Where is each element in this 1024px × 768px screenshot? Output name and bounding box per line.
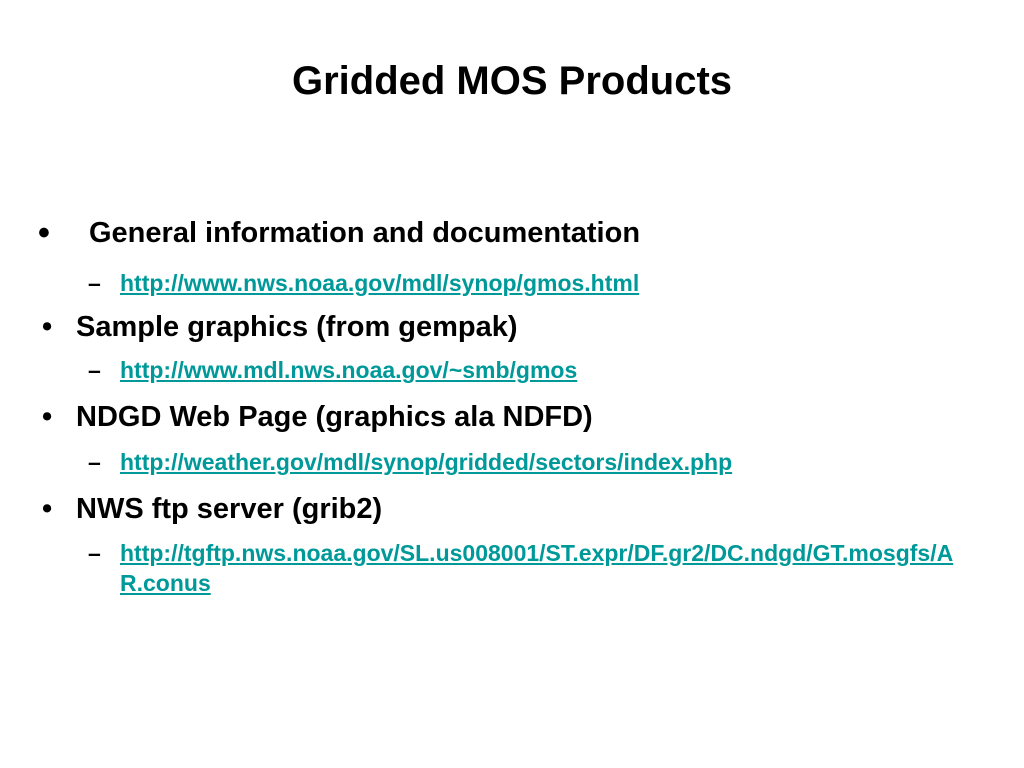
- bullet-dot: •: [42, 493, 53, 525]
- bullet-dot: •: [38, 214, 50, 252]
- gmos-graphics-link[interactable]: http://www.mdl.nws.noaa.gov/~smb/gmos: [120, 357, 578, 383]
- slide-title: Gridded MOS Products: [291, 59, 733, 103]
- ftp-grib2-link[interactable]: http://tgftp.nws.noaa.gov/SL.us008001/ST.expr/DF.gr2/DC.ndgd/GT.mosgfs/AR.conus: [120, 540, 954, 596]
- sub-bullet-dash: –: [88, 540, 101, 566]
- bullet-dot: •: [42, 401, 53, 433]
- bullet-label: NDGD Web Page (graphics ala NDFD): [76, 401, 593, 433]
- sub-bullet-dash: –: [88, 357, 101, 383]
- bullet-label: Sample graphics (from gempak): [76, 311, 518, 343]
- gmos-doc-link[interactable]: http://www.nws.noaa.gov/mdl/synop/gmos.html: [120, 270, 640, 296]
- bullet-dot: •: [42, 311, 53, 343]
- bullet-label: General information and documentation: [89, 217, 641, 249]
- sub-bullet-dash: –: [88, 449, 101, 475]
- bullet-label: NWS ftp server (grib2): [76, 493, 383, 525]
- sub-bullet-dash: –: [88, 270, 101, 296]
- ndgd-sectors-link[interactable]: http://weather.gov/mdl/synop/gridded/sectors/index.php: [120, 449, 733, 475]
